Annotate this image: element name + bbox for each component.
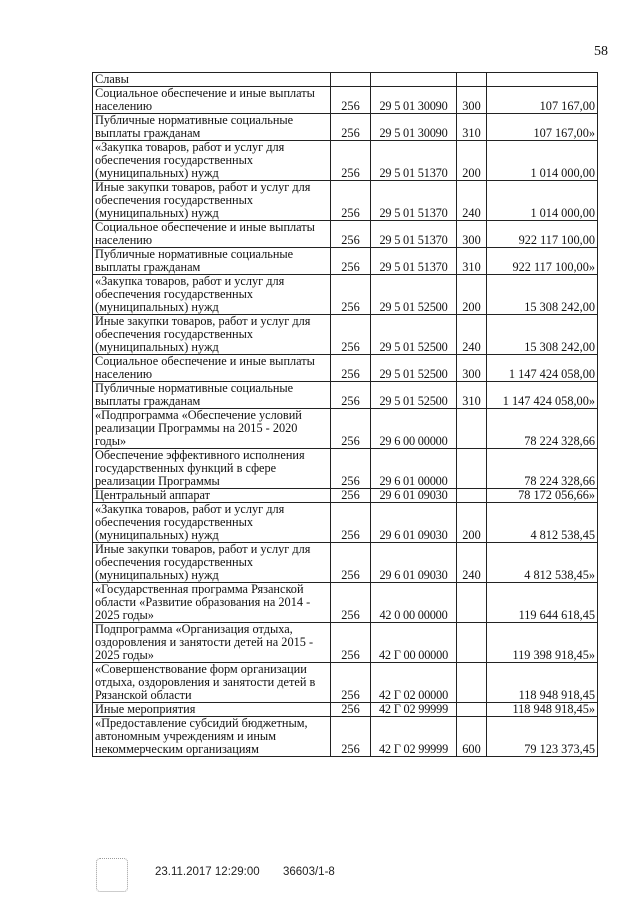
budget-table	[92, 72, 598, 757]
expense-type-cell	[457, 623, 487, 663]
admin-code-cell: 256	[331, 248, 371, 275]
admin-code-cell: 256	[331, 583, 371, 623]
expense-name-cell: Славы	[93, 73, 331, 87]
admin-code-cell: 256	[331, 114, 371, 141]
table-row	[93, 382, 598, 409]
expense-type-cell	[457, 449, 487, 489]
amount-cell: 119 398 918,45»	[487, 623, 598, 663]
target-article-cell: 29 6 01 09030	[371, 543, 457, 583]
admin-code-cell: 256	[331, 355, 371, 382]
table-row	[93, 141, 598, 181]
expense-type-cell: 300	[457, 221, 487, 248]
target-article-cell: 29 5 01 51370	[371, 141, 457, 181]
admin-code-cell: 256	[331, 663, 371, 703]
target-article-cell: 29 5 01 51370	[371, 248, 457, 275]
amount-cell: 118 948 918,45»	[487, 703, 598, 717]
table-row	[93, 248, 598, 275]
expense-name-cell: «Предоставление субсидий бюджетным, автономным учреждениям и иным некоммерческим организациям	[93, 717, 331, 757]
table-row	[93, 449, 598, 489]
amount-cell: 922 117 100,00	[487, 221, 598, 248]
table-row	[93, 221, 598, 248]
target-article-cell: 42 Г 02 99999	[371, 717, 457, 757]
expense-type-cell: 200	[457, 141, 487, 181]
seal-image	[96, 858, 128, 892]
admin-code-cell	[331, 73, 371, 87]
expense-type-cell: 600	[457, 717, 487, 757]
target-article-cell: 29 5 01 30090	[371, 114, 457, 141]
table-row	[93, 73, 598, 87]
target-article-cell: 29 5 01 51370	[371, 221, 457, 248]
expense-name-cell: Публичные нормативные социальные выплаты гражданам	[93, 248, 331, 275]
amount-cell: 118 948 918,45	[487, 663, 598, 703]
target-article-cell: 29 5 01 30090	[371, 87, 457, 114]
amount-cell: 15 308 242,00	[487, 275, 598, 315]
target-article-cell: 42 Г 02 99999	[371, 703, 457, 717]
footer-date: 23.11.2017 12:29:00	[155, 866, 260, 878]
target-article-cell: 29 5 01 52500	[371, 275, 457, 315]
admin-code-cell: 256	[331, 315, 371, 355]
amount-cell: 922 117 100,00»	[487, 248, 598, 275]
table-row	[93, 275, 598, 315]
amount-cell	[487, 73, 598, 87]
table-row	[93, 717, 598, 757]
target-article-cell: 42 Г 02 00000	[371, 663, 457, 703]
expense-type-cell: 310	[457, 382, 487, 409]
expense-type-cell: 200	[457, 275, 487, 315]
expense-name-cell: Иные закупки товаров, работ и услуг для обеспечения государственных (муниципальных) нужд	[93, 543, 331, 583]
amount-cell: 15 308 242,00	[487, 315, 598, 355]
target-article-cell: 29 6 01 09030	[371, 503, 457, 543]
amount-cell: 119 644 618,45	[487, 583, 598, 623]
admin-code-cell: 256	[331, 489, 371, 503]
expense-name-cell: «Государственная программа Рязанской области «Развитие образования на 2014 - 2025 годы»	[93, 583, 331, 623]
expense-name-cell: «Закупка товаров, работ и услуг для обеспечения государственных (муниципальных) нужд	[93, 141, 331, 181]
table-row	[93, 181, 598, 221]
table-row	[93, 503, 598, 543]
target-article-cell: 29 5 01 52500	[371, 355, 457, 382]
admin-code-cell: 256	[331, 409, 371, 449]
amount-cell: 78 224 328,66	[487, 449, 598, 489]
expense-name-cell: Подпрограмма «Организация отдыха, оздоровления и занятости детей на 2015 - 2025 годы»	[93, 623, 331, 663]
amount-cell: 1 147 424 058,00	[487, 355, 598, 382]
admin-code-cell: 256	[331, 449, 371, 489]
expense-name-cell: Публичные нормативные социальные выплаты гражданам	[93, 382, 331, 409]
expense-name-cell: Социальное обеспечение и иные выплаты населению	[93, 355, 331, 382]
expense-type-cell	[457, 663, 487, 703]
admin-code-cell: 256	[331, 87, 371, 114]
expense-name-cell: «Подпрограмма «Обеспечение условий реализации Программы на 2015 - 2020 годы»	[93, 409, 331, 449]
expense-name-cell: Иные закупки товаров, работ и услуг для обеспечения государственных (муниципальных) нужд	[93, 315, 331, 355]
admin-code-cell: 256	[331, 141, 371, 181]
target-article-cell: 29 6 01 00000	[371, 449, 457, 489]
expense-name-cell: Публичные нормативные социальные выплаты гражданам	[93, 114, 331, 141]
page-number: 58	[594, 44, 608, 59]
expense-type-cell: 240	[457, 181, 487, 221]
amount-cell: 1 147 424 058,00»	[487, 382, 598, 409]
expense-type-cell: 310	[457, 114, 487, 141]
table-row	[93, 583, 598, 623]
table-row	[93, 623, 598, 663]
admin-code-cell: 256	[331, 181, 371, 221]
expense-name-cell: «Совершенствование форм организации отдыха, оздоровления и занятости детей в Рязанской области	[93, 663, 331, 703]
expense-type-cell: 240	[457, 543, 487, 583]
table-row	[93, 114, 598, 141]
footer-doc-number: 36603/1-8	[283, 866, 335, 878]
expense-name-cell: Обеспечение эффективного исполнения государственных функций в сфере реализации Программы	[93, 449, 331, 489]
target-article-cell: 29 6 00 00000	[371, 409, 457, 449]
target-article-cell: 29 5 01 52500	[371, 315, 457, 355]
expense-type-cell	[457, 489, 487, 503]
expense-type-cell	[457, 409, 487, 449]
table-row	[93, 355, 598, 382]
expense-name-cell: «Закупка товаров, работ и услуг для обеспечения государственных (муниципальных) нужд	[93, 275, 331, 315]
table-row	[93, 543, 598, 583]
expense-type-cell	[457, 583, 487, 623]
table-row	[93, 703, 598, 717]
expense-name-cell: Центральный аппарат	[93, 489, 331, 503]
admin-code-cell: 256	[331, 275, 371, 315]
amount-cell: 1 014 000,00	[487, 181, 598, 221]
target-article-cell: 42 Г 00 00000	[371, 623, 457, 663]
admin-code-cell: 256	[331, 503, 371, 543]
amount-cell: 79 123 373,45	[487, 717, 598, 757]
target-article-cell	[371, 73, 457, 87]
expense-type-cell	[457, 73, 487, 87]
amount-cell: 107 167,00»	[487, 114, 598, 141]
expense-type-cell: 310	[457, 248, 487, 275]
admin-code-cell: 256	[331, 717, 371, 757]
expense-type-cell	[457, 703, 487, 717]
amount-cell: 4 812 538,45»	[487, 543, 598, 583]
expense-name-cell: «Закупка товаров, работ и услуг для обеспечения государственных (муниципальных) нужд	[93, 503, 331, 543]
target-article-cell: 29 5 01 52500	[371, 382, 457, 409]
expense-name-cell: Иные закупки товаров, работ и услуг для обеспечения государственных (муниципальных) нужд	[93, 181, 331, 221]
amount-cell: 4 812 538,45	[487, 503, 598, 543]
table-row	[93, 663, 598, 703]
target-article-cell: 29 5 01 51370	[371, 181, 457, 221]
admin-code-cell: 256	[331, 543, 371, 583]
expense-type-cell: 300	[457, 355, 487, 382]
admin-code-cell: 256	[331, 703, 371, 717]
expense-type-cell: 300	[457, 87, 487, 114]
target-article-cell: 29 6 01 09030	[371, 489, 457, 503]
admin-code-cell: 256	[331, 382, 371, 409]
table-row	[93, 315, 598, 355]
expense-type-cell: 240	[457, 315, 487, 355]
table-row	[93, 87, 598, 114]
table-row	[93, 409, 598, 449]
expense-type-cell: 200	[457, 503, 487, 543]
expense-name-cell: Иные мероприятия	[93, 703, 331, 717]
table-row	[93, 489, 598, 503]
amount-cell: 78 224 328,66	[487, 409, 598, 449]
budget-table-body	[93, 73, 598, 757]
expense-name-cell: Социальное обеспечение и иные выплаты населению	[93, 87, 331, 114]
admin-code-cell: 256	[331, 221, 371, 248]
amount-cell: 107 167,00	[487, 87, 598, 114]
amount-cell: 1 014 000,00	[487, 141, 598, 181]
expense-name-cell: Социальное обеспечение и иные выплаты населению	[93, 221, 331, 248]
amount-cell: 78 172 056,66»	[487, 489, 598, 503]
admin-code-cell: 256	[331, 623, 371, 663]
target-article-cell: 42 0 00 00000	[371, 583, 457, 623]
